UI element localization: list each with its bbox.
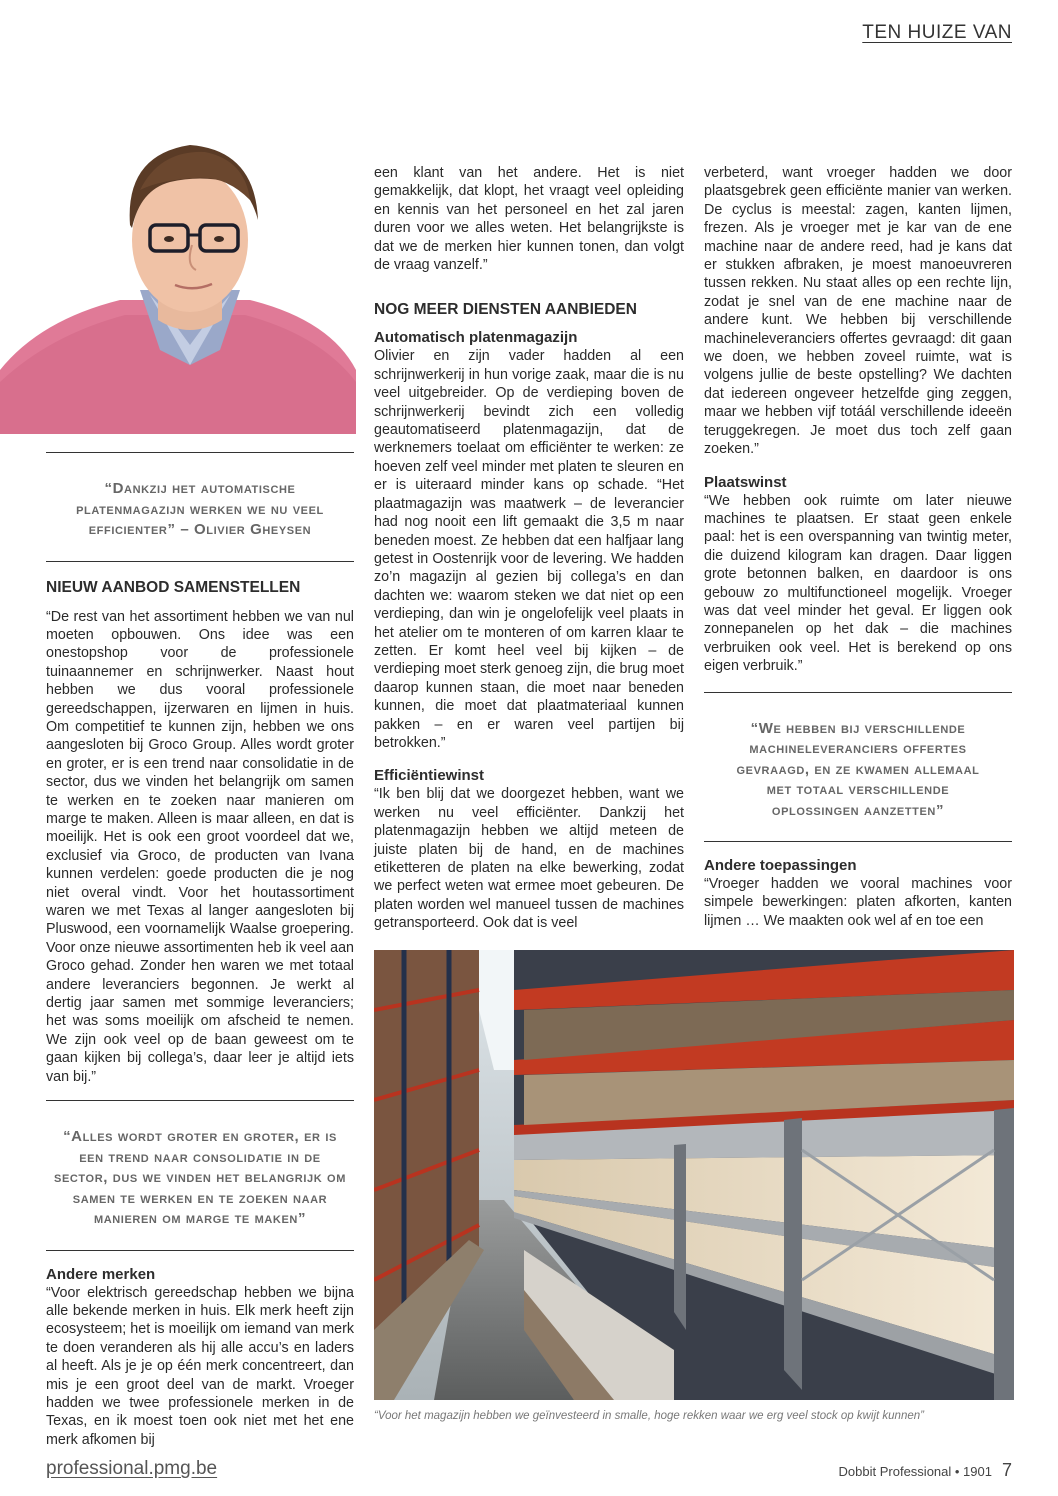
page-number: 7 — [1001, 1460, 1012, 1480]
divider — [46, 1250, 354, 1251]
pull-quote: “Alles wordt groter en groter, er is een trend naar consolidatie in de sector, dus we vinden het belangrijk om samen te werken en te zoeken naar manieren om marge te maken” — [54, 1128, 346, 1228]
divider — [46, 1100, 354, 1101]
warehouse-photo — [374, 950, 1014, 1400]
pull-quote: “We hebben bij verschillende machineleveranciers offertes gevraagd, en ze kwamen allemaal met totaal verschillende oplossingen aanzetten” — [736, 719, 980, 819]
body-text: “De rest van het assortiment hebben we van nul moeten opbouwen. Ons idee was een onestopshop voor de professionele tuinaannemer en schrijnwerker. Naast hout hebben we dus vooral professionele gereedschappen, ijzerwaren en lijmen in huis. Om competitief te kunnen zijn, hebben we ons aangesloten bij Groco Group. Alles wordt groter en groter, er is een trend naar consolidatie in de sector, dus we vinden het belangrijk om samen te werken en te zoeken naar manieren om marge te maken. Alleen is maar alleen, en dat is moeilijk. Het is ook een groot voordeel dat we, exclusief via Groco, de producten van Ivana kunnen verdelen: goede producten die je nog niet overal vindt. Voor het houtassortiment waren we met Texas al langer aangesloten bij Pluswood, een voornamelijk Waalse groepering. Voor onze nieuwe assortimenten heb ik veel aan Groco gehad. Zonder hen waren we met totaal andere leveranciers begonnen. Je werkt al dertig jaar samen met sommige leveranciers; het was soms moeilijk om afscheid te nemen. We zijn ook veel op de baan geweest om te gaan kijken bij collega’s, daar leer je altijd iets van bij.” — [46, 608, 354, 1085]
sub-heading: Plaatswinst — [704, 473, 787, 491]
section-tag: TEN HUIZE VAN — [862, 22, 1012, 43]
sub-heading: Andere merken — [46, 1265, 156, 1283]
body-text: Olivier en zijn vader hadden al een schrijnwerkerij in hun vorige zaak, maar die is nu veel uitgebreider. Op de verdieping boven de schrijnwerkerij bevindt zich een volledig geautomatiseerd platenmagazijn, dat de werknemers toelaat om efficiënter te werken: ze hoeven zelf veel minder met platen te sleuren en er is uiteraard minder kans op schade. “Het plaatmagazijn was maatwerk – de leverancier had nog nooit een lift gemaakt die 3,5 m naar beneden moest. Ze hebben dat een halfjaar lang getest in Oostenrijk voor de levering. We hadden zo’n magazijn al gezien bij collega’s en dan dachten we: waarom steken we dat niet op een verdieping, dan win je ongelofelijk veel plaats in het atelier om te monteren of om karren klaar te zetten. Er komt heel veel bij kijken – de verdieping moet sterk genoeg zijn, die brug moet daarop kunnen staan, die moet naar beneden kunnen, die moet dat plaatmateriaal kunnen pakken – en er waren veel partijen bij betrokken.” — [374, 348, 684, 751]
body-text: “Vroeger hadden we vooral machines voor simpele bewerkingen: platen afkorten, kanten lijmen … We maakten ook wel af en toe een — [704, 876, 1012, 929]
body-text: verbeterd, want vroeger hadden we door plaatsgebrek geen efficiënte manier van werken. De cyclus is meestal: zagen, kanten lijmen, frezen. Als je vroeger met je kar van de ene machine naar de andere reed, had je kans dat er stukken afbraken, je moest manoeuvreren tussen rekken. Nu staat alles op een rechte lijn, zodat je snel van de ene machine naar de andere kunt. We hebben bij verschillende machineleveranciers offertes gevraagd: dit gaan we doen, we hebben zoveel ruimte, wat is volgens jullie de beste opstelling? We dachten dat iedereen ongeveer hetzelfde ging zeggen, maar we hebben vijf totáál verschillende ideeën teruggekregen. Je moet dus toch zelf gaan zoeken.” — [704, 165, 1012, 458]
body-text: “Voor elektrisch gereedschap hebben we bijna alle bekende merken in huis. Elk merk heeft zijn ecosysteem; het is moeilijk om iemand van merk te doen veranderen als hij alle accu’s en laders al heeft. Als je je op één merk concentreert, dan mis je een groot deel van de markt. Vroeger hadden we twee professionele merken in de Texas, en ik moest toen ook niet met het ene merk afkomen bij — [46, 1284, 354, 1448]
middle-column — [374, 164, 684, 933]
divider — [704, 841, 1012, 842]
divider — [704, 692, 1012, 693]
photo-caption: “Voor het magazijn hebben we geïnvesteerd in smalle, hoge rekken waar we erg veel stock op kwijt kunnen” — [374, 1410, 924, 1422]
body-text: “We hebben ook ruimte om later nieuwe machines te plaatsen. Er staat geen enkele paal: het is een overspanning van twintig meter, die duizend kilogram kan dragen. Daar liggen grote betonnen balken, en daardoor is ons gebouw zo multifunctioneel mogelijk. Vroeger was dat veel minder het geval. Er liggen ook zonnepanelen op het dak – die machines verbruiken ook veel. Het is berekend op ons eigen verbruik.” — [704, 492, 1012, 675]
publication-name: Dobbit Professional • 1901 — [838, 1464, 992, 1479]
section-heading: NOG MEER DIENSTEN AANBIEDEN — [374, 301, 637, 319]
pull-quote: “Dankzij het automatische platenmagazijn werken we nu veel efficienter” – Olivier Gheysen — [76, 480, 324, 538]
section-heading: NIEUW AANBOD SAMENSTELLEN — [46, 578, 301, 596]
sub-heading: Andere toepassingen — [704, 857, 857, 875]
divider — [46, 561, 354, 562]
website-link[interactable]: professional.pmg.be — [46, 1458, 218, 1479]
body-text: een klant van het andere. Het is niet gemakkelijk, dat klopt, het vraagt veel opleiding en kennis van het personeel en het zal jaren duren voor we alles weten. Het belangrijkste is dat we de merken hier kunnen tonen, dan volgt de vraag vanzelf.” — [374, 165, 684, 274]
right-column — [704, 164, 1012, 930]
sub-heading: Automatisch platenmagazijn — [374, 329, 578, 347]
body-text: “Ik ben blij dat we doorgezet hebben, want we werken nu veel efficiënter. Dankzij het platenmagazijn hebben we altijd meteen de juiste platen bij de hand, en de machines etiketteren de platen na elke bewerking, zodat we perfect weten wat ermee moet gebeuren. De platen worden wel manueel tussen de machines getransporteerd. Ook dat is veel — [374, 786, 684, 932]
footer-info — [839, 1460, 1012, 1481]
portrait-photo — [0, 120, 356, 434]
left-column — [46, 452, 354, 1449]
divider — [46, 452, 354, 453]
sub-heading: Efficiëntiewinst — [374, 767, 485, 785]
